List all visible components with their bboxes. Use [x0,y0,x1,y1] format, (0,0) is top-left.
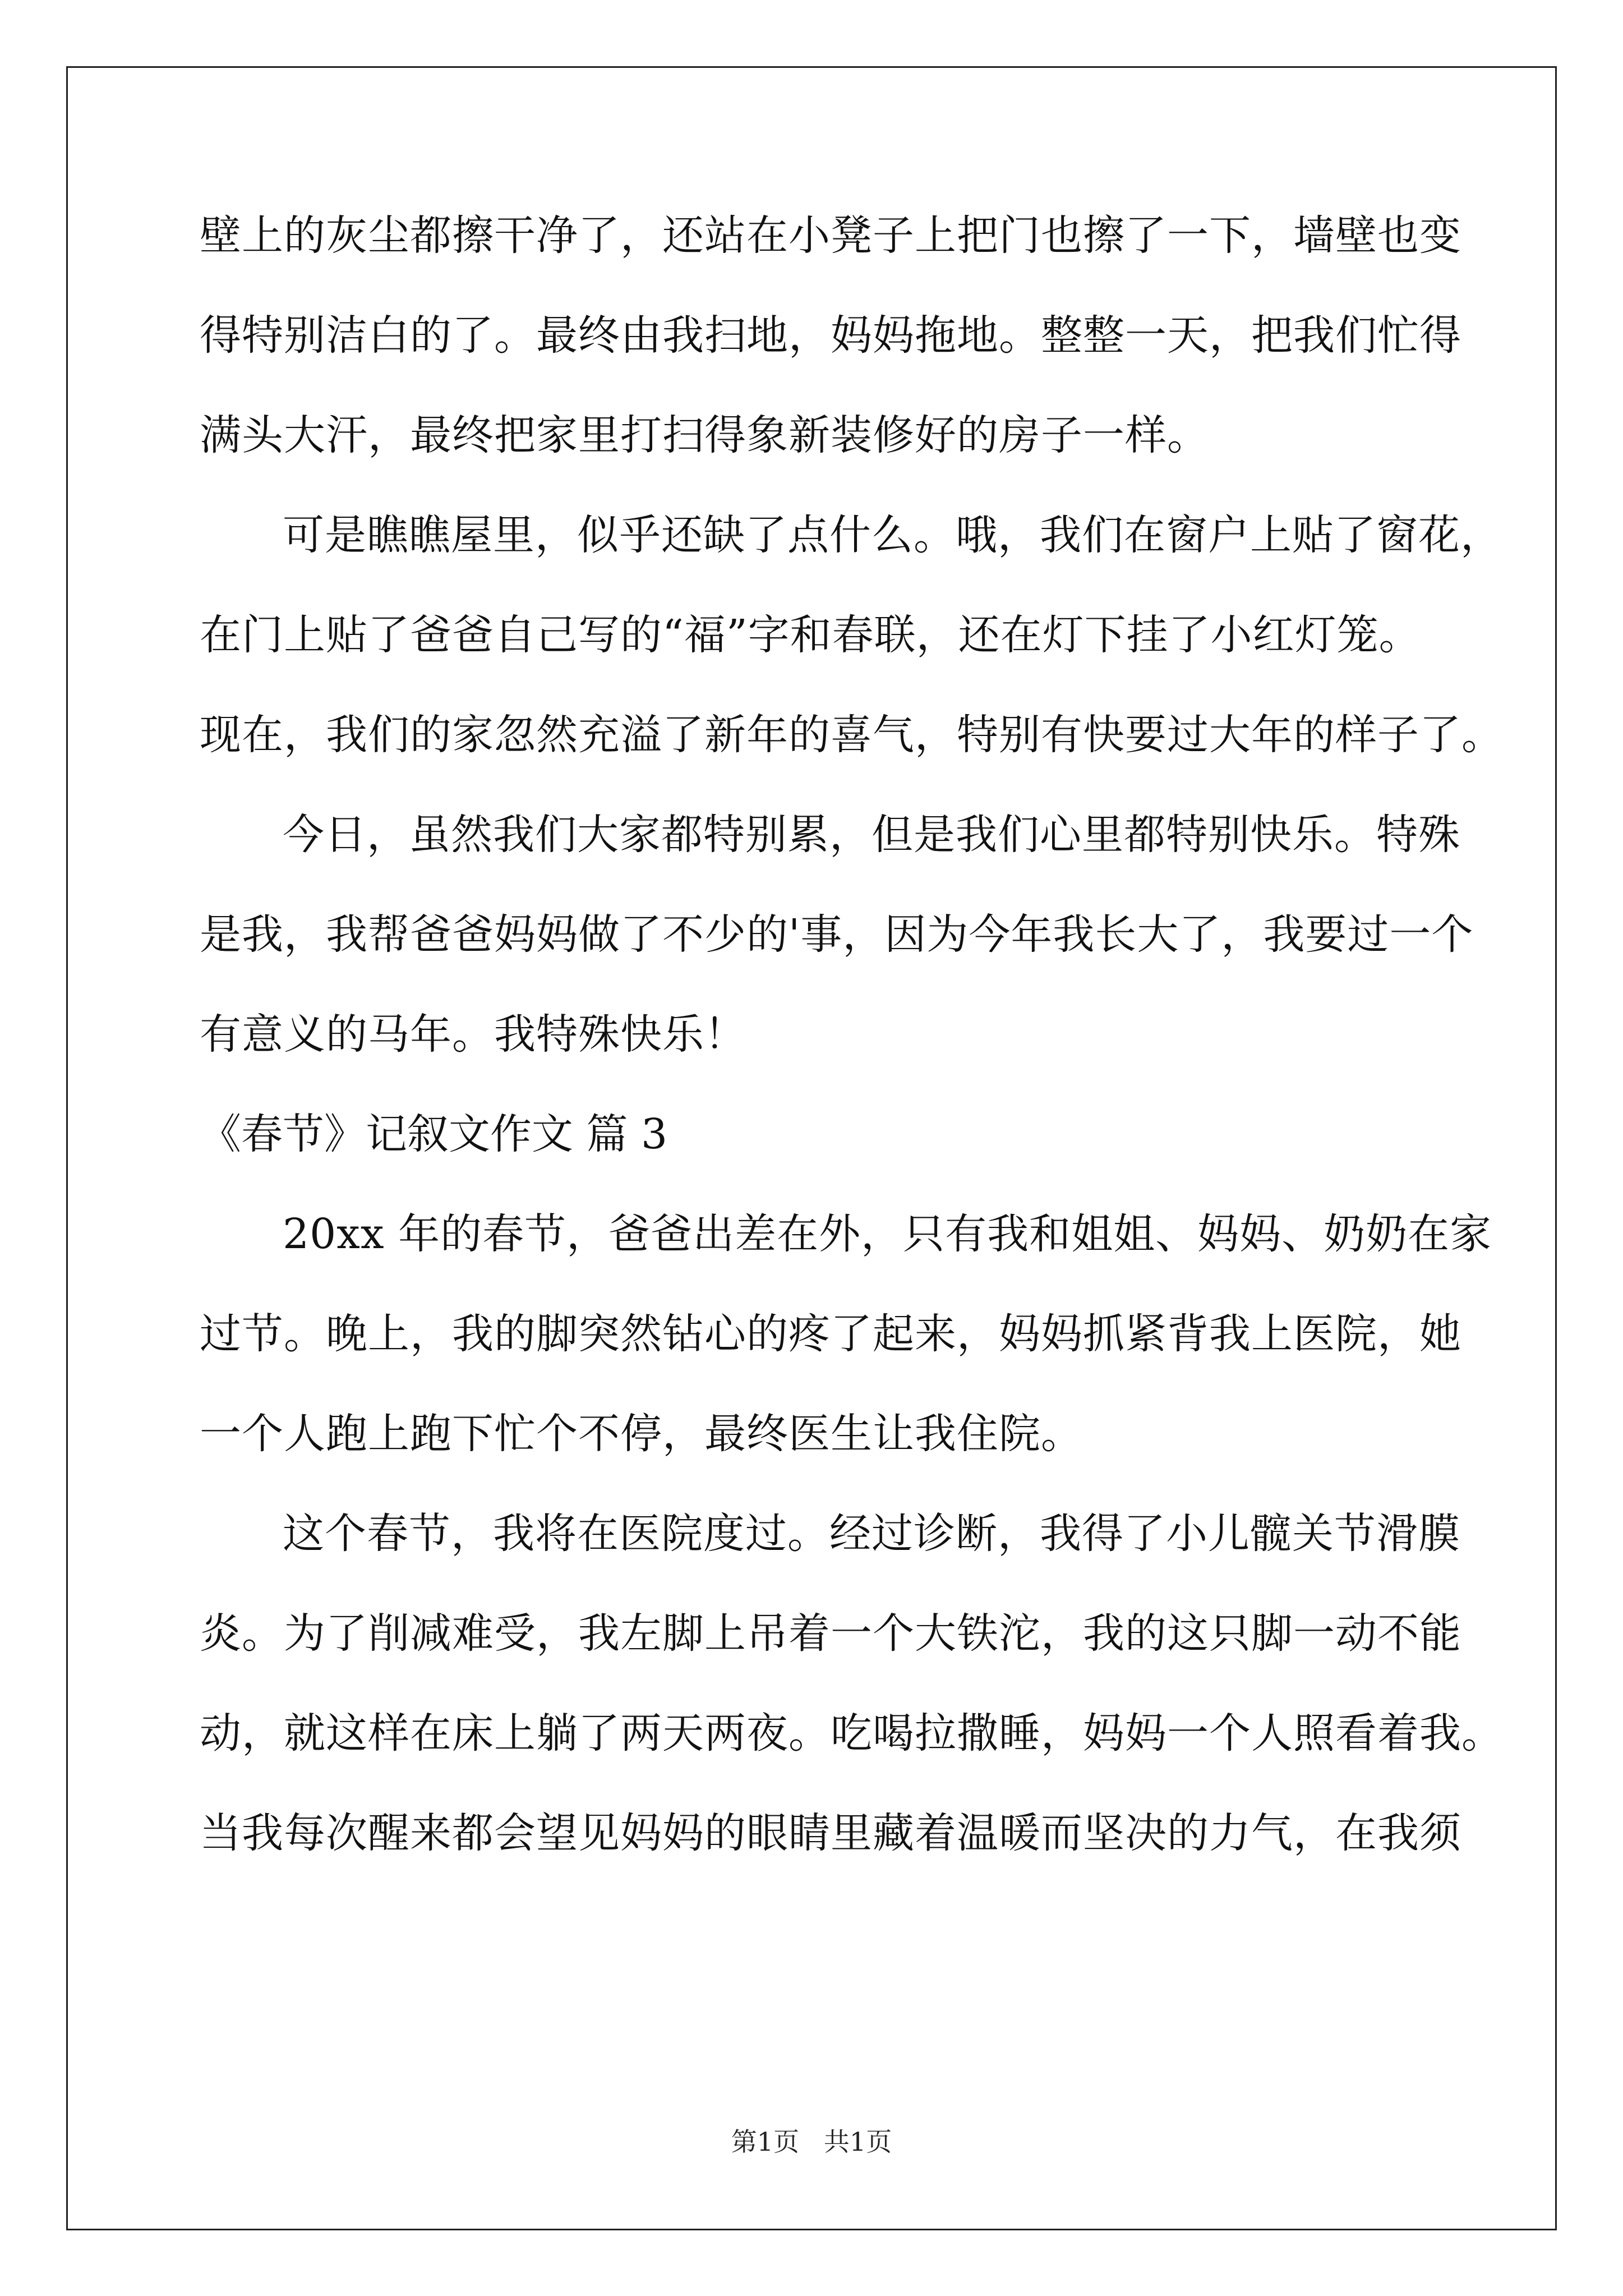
paragraph-start-line: 可是瞧瞧屋里，似乎还缺了点什么。哦，我们在窗户上贴了窗花， [283,511,1502,559]
text-line: 动，就这样在床上躺了两天两夜。吃喝拉撒睡，妈妈一个人照看着我。 [200,1709,1504,1757]
text-line: 壁上的灰尘都擦干净了，还站在小凳子上把门也擦了一下，墙壁也变 [200,211,1461,260]
paragraph-start-line: 20xx 年的春节，爸爸出差在外，只有我和姐姐、妈妈、奶奶在家 [283,1210,1492,1258]
text-line: 一个人跑上跑下忙个不停，最终医生让我住院。 [200,1410,1083,1458]
section-heading: 《春节》记叙文作文 篇 3 [200,1110,668,1158]
text-line: 满头大汗，最终把家里打扫得象新装修好的房子一样。 [200,411,1209,459]
text-line: 过节。晚上，我的脚突然钻心的疼了起来，妈妈抓紧背我上医院，她 [200,1310,1461,1358]
text-line: 在门上贴了爸爸自己写的“福”字和春联，还在灯下挂了小红灯笼。 [200,611,1421,659]
text-line: 得特别洁白的了。最终由我扫地，妈妈拖地。整整一天，把我们忙得 [200,311,1461,360]
text-line: 当我每次醒来都会望见妈妈的眼睛里藏着温暖而坚决的力气，在我须 [200,1809,1461,1857]
document-body [200,208,1504,1905]
text-line: 是我，我帮爸爸妈妈做了不少的'事，因为今年我长大了，我要过一个 [200,910,1474,959]
text-line: 炎。为了削减难受，我左脚上吊着一个大铁沱，我的这只脚一动不能 [200,1609,1461,1658]
paragraph-start-line: 这个春节，我将在医院度过。经过诊断，我得了小儿髋关节滑膜 [283,1510,1460,1558]
paragraph-start-line: 今日，虽然我们大家都特别累，但是我们心里都特别快乐。特殊 [283,811,1460,859]
page-number-footer: 第1页 共1页 [731,2127,892,2157]
text-line: 现在，我们的家忽然充溢了新年的喜气，特别有快要过大年的样子了。 [200,711,1504,759]
text-line: 有意义的马年。我特殊快乐！ [200,1010,746,1059]
